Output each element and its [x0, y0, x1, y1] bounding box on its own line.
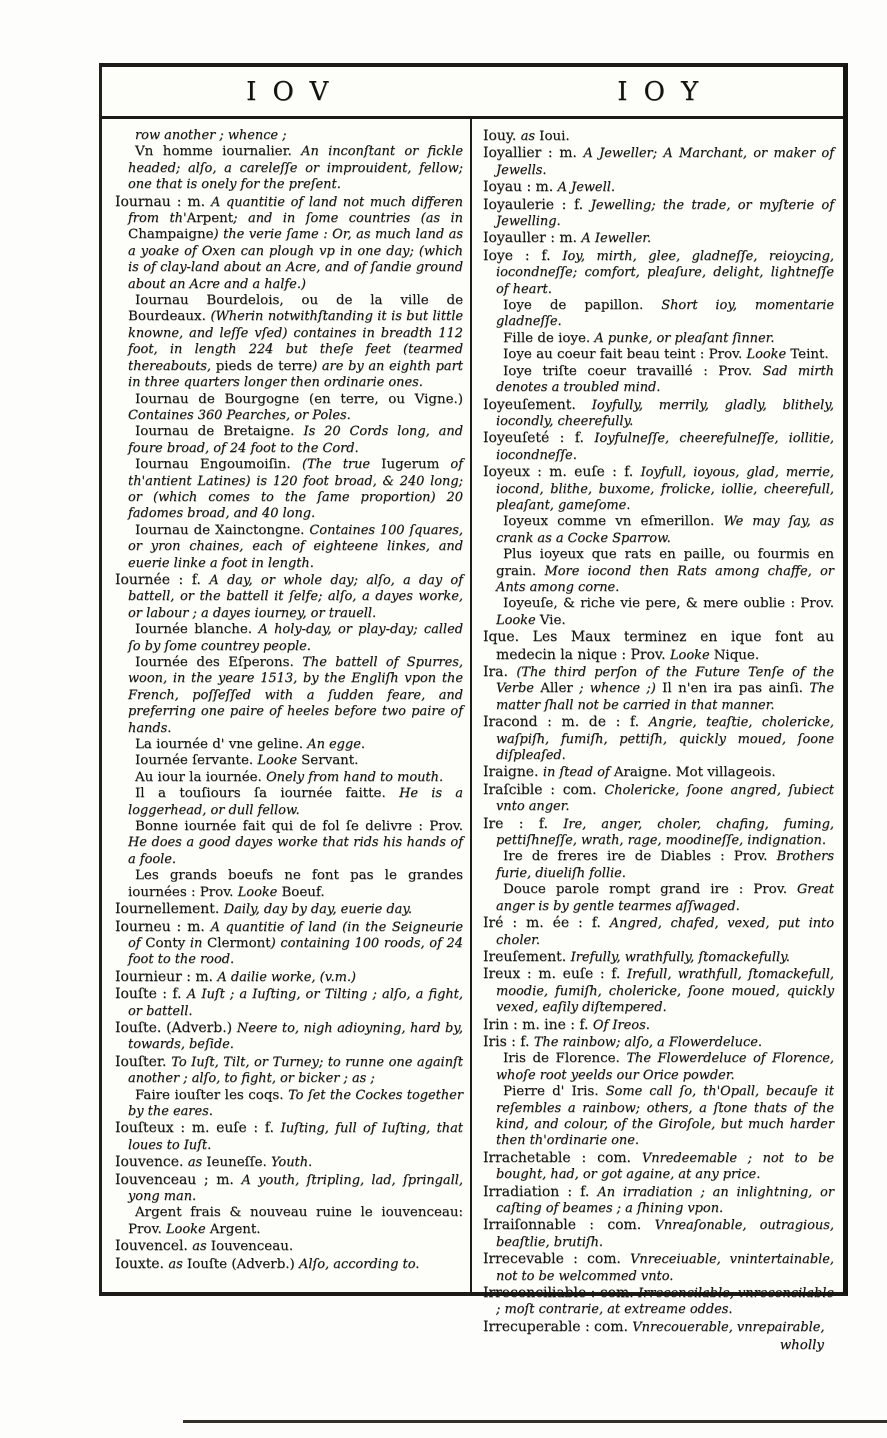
entry-segment: A youth, ſtripling, lad, ſpringall, yong man. [128, 1172, 463, 1204]
entry-segment: A day, or whole day; alſo, a day of battell, or the battell it ſelfe; alſo, a dayes worke, or labour ; a dayes iourney, or trauell. [128, 572, 463, 621]
entry-segment: Ira. [483, 664, 517, 680]
entry-segment: Irrecevable : com. [483, 1251, 631, 1268]
entry-segment: Irin : m. ine : f. [483, 1016, 593, 1033]
entry-segment: ; and in ſome countries (as in [233, 211, 463, 227]
dictionary-entry [115, 424, 463, 457]
guide-word-right: IOY [617, 76, 715, 107]
entry-segment: Irradiation : f. [483, 1183, 598, 1200]
entry-segment: Irefull, wrathfull, ſtomackefull, moodie, fumiſh, cholericke, ſoone moued, quickly vexed, eaſily diſtempered. [496, 967, 834, 1016]
entry-segment: Ioyeuſeté : f. [483, 430, 595, 447]
dictionary-entry [483, 430, 834, 464]
entry-segment: Ioyaulerie : f. [483, 196, 591, 213]
entry-segment: Vnreaſonable, outragious, beaſtlie, brutiſh. [496, 1218, 834, 1250]
entry-segment: Cholericke, ſoone angred, ſubiect vnto anger. [496, 782, 835, 815]
entry-segment: Iouvencel. [115, 1238, 193, 1255]
entry-segment: Youth. [271, 1155, 313, 1171]
entry-segment: Nique. [713, 647, 760, 663]
entry-segment: A dailie worke, (v.m.) [217, 969, 356, 985]
entry-segment: Ire : f. [483, 815, 564, 832]
dictionary-entry [483, 882, 834, 915]
entry-segment: Vn homme iournalier. [135, 144, 302, 160]
dictionary-entry [483, 1251, 834, 1285]
entry-segment: Looke [496, 612, 540, 628]
entry-segment: Ire, anger, choler, chafing, fuming, pettiſhneſſe, wrath, rage, moodineſſe, indignation. [496, 816, 834, 849]
entry-segment: Iournée ſervante. [135, 753, 258, 769]
entry-segment: Teint. [790, 347, 829, 363]
dictionary-entry [115, 786, 463, 819]
dictionary-entry [483, 364, 834, 397]
dictionary-entry [115, 986, 463, 1020]
entry-segment: Ioyfull, ioyous, glad, merrie, iocond, blithe, buxome, frolicke, iollie, cheerefull, pleaſant, gameſome. [496, 465, 834, 513]
dictionary-entry [115, 128, 463, 144]
dictionary-entry [483, 1051, 834, 1084]
entry-segment: Ique. Les Maux terminez en ique font au medecin la nique : Prov. [483, 629, 834, 663]
entry-segment: Ioui. [539, 129, 570, 144]
entry-segment: Iournau Engoumoiſin. [135, 457, 302, 473]
running-head-right-half [473, 77, 844, 107]
entry-segment: Clermont [207, 935, 271, 951]
entry-segment: Aller [540, 681, 573, 697]
entry-segment: Plus ioyeux que rats en paille, ou fourmis en grain. [496, 547, 834, 579]
entry-segment: More iocond then Rats among chaffe, or Ants among corne. [496, 563, 834, 595]
dictionary-entry [483, 1017, 834, 1034]
entry-segment: La iournée d' vne geline. [135, 737, 308, 753]
entry-segment: Iraigne. [483, 764, 543, 781]
entry-segment: An irradiation ; an inlightning, or caſting of beames ; a ſhining vpon. [496, 1184, 835, 1216]
entry-segment: Iournau de Bretaigne. [135, 424, 304, 440]
entry-segment: A quantitie of land not much differen from th' [128, 194, 463, 227]
entry-segment: Fille de ioye. [503, 330, 595, 346]
dictionary-entry [483, 596, 834, 629]
dictionary-entry [483, 547, 834, 596]
entry-segment: Jewelling; the trade, or myſterie of Jewelling. [496, 197, 834, 230]
entry-segment: in [185, 935, 208, 951]
dictionary-entry [483, 128, 834, 145]
entry-segment: ) the verie ſame : Or, as much land as a yoake of Oxen can plough vp in one day; (which is of clay-land about an Acre, and of ſandie ground about an Acre and a halfe.) [128, 227, 463, 292]
entry-segment: Les grands boeufs ne font pas le grandes iournées : Prov. [128, 868, 463, 900]
entry-segment: Irreconcilable, vnreconcilable ; moſt contrarie, at extreame oddes. [496, 1286, 834, 1318]
dictionary-entry [483, 298, 834, 331]
dictionary-entry [115, 770, 463, 786]
entry-segment: Ireux : m. euſe : f. [483, 966, 628, 983]
entry-segment: Iournée : f. [115, 571, 210, 588]
entry-segment: in ſtead of [542, 765, 614, 781]
entry-segment: Iouſte (Adverb.) [186, 1256, 300, 1272]
entry-segment: We may ſay, as crank as a Cocke Sparrow. [496, 514, 835, 546]
entry-segment: ; whence ;) [572, 681, 663, 697]
entry-segment: Ioye au coeur fait beau teint : Prov. [503, 347, 747, 363]
entry-segment: Angred, chafed, vexed, put into choler. [496, 916, 835, 948]
entry-segment: Vnrecouerable, vnrepairable, [632, 1319, 825, 1335]
entry-segment: Is 20 Cords long, and foure broad, of 24 foot to the Cord. [128, 424, 463, 456]
entry-segment: Bonne iournée fait qui de fol ſe delivre : Prov. [135, 819, 463, 835]
entry-segment: pieds de terre [215, 358, 313, 374]
dictionary-entry [483, 966, 834, 1016]
guide-word-left: IOV [246, 76, 345, 107]
dictionary-entry [483, 764, 834, 781]
dictionary-entry [483, 1285, 834, 1319]
dictionary-entry [483, 915, 834, 949]
dictionary-entry [483, 347, 834, 363]
entry-segment: (Wherin notwithſtanding it is but little knowne, and leſſe vſed) containes in breadth 112 foot, in length 224 but theſe feet (tearmed thereabouts, [128, 309, 463, 374]
dictionary-entry [115, 1120, 463, 1154]
dictionary-entry [483, 1150, 834, 1184]
entry-segment: as [520, 129, 540, 144]
dictionary-entry [483, 1217, 834, 1251]
entry-segment: A Ieweller. [581, 231, 652, 247]
catchword: wholly [779, 1338, 824, 1354]
entry-segment: as [192, 1239, 211, 1255]
entry-segment: Iré : m. ée : f. [483, 915, 610, 932]
entry-segment: Looke [165, 1221, 210, 1237]
dictionary-entry [483, 464, 834, 514]
entry-segment: Champaigne [128, 227, 214, 243]
entry-segment: Iournau de Xainctongne. [135, 522, 310, 538]
entry-segment: (The third perſon of the Future Tenſe of the Verbe [496, 665, 834, 697]
entry-segment: Iournée des Eſperons. [135, 655, 303, 670]
entry-segment: Iournée blanche. [135, 622, 259, 638]
dictionary-entry [483, 514, 834, 547]
dictionary-entry [115, 901, 463, 918]
entry-segment: Short ioy, momentarie gladneſſe. [496, 298, 834, 330]
entry-segment: Sad mirth denotes a troubled mind. [496, 363, 834, 396]
entry-segment: Great anger is by gentle tearmes aſſwaged. [496, 882, 834, 914]
dictionary-entry [115, 1256, 463, 1273]
entry-segment: A Jewell. [557, 180, 615, 196]
entry-segment: Iournieur : m. [115, 968, 218, 985]
entry-segment: Iouvence. [115, 1154, 188, 1171]
entry-segment: Daily, day by day, euerie day. [223, 902, 413, 918]
entry-segment: Some call ſo, th'Opall, becauſe it reſembles a rainbow; others, a ſtone thats of the kind, and colour, of the Giroſole, but much harder then th'ordinarie one. [496, 1084, 834, 1149]
entry-segment: Containes 360 Pearches, or Poles. [128, 407, 351, 423]
entry-segment: Looke [237, 884, 282, 900]
page-body [102, 119, 843, 1354]
dictionary-entry [483, 397, 834, 431]
entry-segment: Ioyau : m. [483, 179, 558, 196]
entry-segment: An inconſtant or fickle headed; alſo, a careleſſe or improuident, fellow; one that is onely for the preſent. [128, 144, 463, 193]
entry-segment: ) are by an eighth part in three quarters longer then ordinarie ones. [128, 358, 463, 391]
entry-segment: The matter ſhall not be carried in that manner. [496, 681, 834, 713]
entry-segment: Iourneu : m. [115, 918, 211, 935]
dictionary-entry [115, 919, 463, 969]
entry-segment: Il n'en ira pas ainſi. [662, 681, 810, 697]
entry-segment: Iournellement. [115, 901, 224, 918]
entry-segment: Vie. [539, 612, 566, 628]
entry-segment: Au iour la iournée. [135, 769, 267, 785]
dictionary-entry [115, 655, 463, 737]
dictionary-entry [115, 1205, 463, 1238]
entry-segment: of th'antient Latines) is 120 foot broad, & 240 long; or (which comes to the ſame proportion) 20 fadomes broad, and 40 long. [128, 457, 463, 522]
dictionary-entry [483, 949, 834, 966]
entry-segment: A quantitie of land (in the Seigneurie of [128, 919, 463, 951]
dictionary-entry [483, 1034, 834, 1051]
entry-segment: Iracond : m. de : f. [483, 714, 649, 731]
entry-segment: Onely from hand to mouth. [266, 769, 444, 785]
entry-segment: Looke [746, 347, 791, 363]
dictionary-entry [115, 1020, 463, 1054]
entry-segment: Neere to, nigh adioyning, hard by, towards, beſide. [128, 1020, 463, 1053]
entry-segment: Looke [257, 753, 302, 769]
dictionary-entry [115, 1172, 463, 1206]
entry-segment: Il a touſiours ſa iournée faitte. [135, 786, 400, 802]
entry-segment: Conty [145, 935, 186, 951]
dictionary-entry [115, 753, 463, 769]
entry-segment: Araigne. Mot villageois. [613, 765, 776, 781]
dictionary-entry [115, 868, 463, 901]
entry-segment: Ioyeuſement. [483, 396, 592, 413]
entry-segment: He does a good dayes worke that rids his hands of a foole. [128, 835, 463, 867]
entry-segment: Iouſter. [115, 1053, 172, 1070]
entry-segment: A Jeweller; A Marchant, or maker of Jewells. [496, 146, 834, 178]
dictionary-entry [115, 622, 463, 655]
dictionary-entry [483, 1184, 834, 1218]
entry-segment: Iouſte. (Adverb.) [115, 1019, 237, 1036]
right-column [472, 119, 843, 1354]
entry-segment: Ioye triſte coeur travaillé : Prov. [503, 363, 763, 379]
entry-segment: Argent frais & nouveau ruine le iouvenceau: Prov. [128, 1205, 463, 1237]
entry-segment: Servant. [301, 753, 359, 769]
dictionary-entry [115, 819, 463, 868]
entry-segment: Ioy, mirth, glee, gladneſſe, reioycing, iocondneſſe; comfort, pleaſure, delight, lightneſſe of heart. [496, 248, 834, 297]
entry-segment: A holy-day, or play-day; called ſo by ſome countrey people. [128, 622, 463, 654]
entry-segment: Iournau de Bourgogne (en terre, ou Vigne.) [135, 391, 463, 407]
entry-segment: ) containing 100 roods, of 24 foot to the rood. [128, 935, 464, 968]
entry-segment: Angrie, teaſtie, cholericke, waſpiſh, fumiſh, pettiſh, quickly moued, ſoone diſpleaſed. [496, 715, 834, 764]
left-column [102, 119, 470, 1292]
entry-segment: Ioyeux comme vn eſmerillon. [503, 514, 724, 530]
dictionary-entry [115, 392, 463, 425]
entry-segment: Ioyallier : m. [483, 145, 584, 162]
entry-segment: Irreconciliable : com. [483, 1285, 639, 1302]
entry-segment: Iraſcible : com. [483, 781, 605, 798]
entry-segment: Iouvenceau ; m. [115, 1171, 242, 1188]
entry-segment: The rainbow; alſo, a Flowerdeluce. [533, 1034, 762, 1050]
dictionary-entry [483, 629, 834, 664]
dictionary-entry [483, 1319, 834, 1336]
entry-segment: Douce parole rompt grand ire : Prov. [503, 882, 797, 898]
entry-segment: Iugerum [381, 457, 440, 473]
dictionary-entry [483, 664, 834, 714]
entry-segment: Iris de Florence. [503, 1051, 627, 1067]
dictionary-entry [483, 714, 834, 764]
entry-segment: Ire de freres ire de Diables : Prov. [503, 849, 777, 865]
entry-segment: Containes 100 ſquares, or yron chaines, each of eighteene linkes, and euerie linke a foot in length. [128, 522, 463, 571]
entry-segment: Ireuſement. [483, 948, 571, 965]
dictionary-entry [115, 1154, 463, 1171]
entry-segment: Iournau Bourdelois, ou de la ville de Bourdeaux. [128, 293, 463, 325]
entry-segment: Ioyeuſe, & riche vie pere, & mere oublie : Prov. [503, 596, 834, 612]
entry-segment: Ioyeux : m. euſe : f. [483, 464, 641, 481]
running-head [102, 67, 843, 119]
entry-segment: An egge. [307, 737, 365, 753]
entry-segment: Argent. [209, 1221, 261, 1237]
dictionary-entry [115, 1238, 463, 1255]
entry-segment: Iouſteux : m. euſe : f. [115, 1120, 281, 1137]
entry-segment: Iouxte. [115, 1255, 169, 1272]
dictionary-entry [483, 849, 834, 882]
entry-segment: Iouy. [483, 128, 521, 144]
entry-segment: Ioyfulneſſe, cheerefulneſſe, iollitie, iocondneſſe. [496, 431, 834, 463]
entry-segment: Iuſting, full of Iuſting, that loues to Iuſt. [128, 1121, 463, 1153]
entry-segment: row another ; whence ; [135, 128, 287, 143]
dictionary-entry [115, 737, 463, 753]
dictionary-entry [483, 782, 834, 816]
dictionary-entry [483, 179, 834, 196]
entry-segment: Looke [669, 647, 714, 663]
entry-segment: Of Ireos. [592, 1017, 650, 1033]
entry-segment: A punke, or pleaſant ſinner. [594, 330, 775, 346]
dictionary-entry [115, 1054, 463, 1088]
entry-segment: Vnreceiuable, vnintertainable, not to be welcommed vnto. [496, 1252, 834, 1284]
entry-segment: Faire iouſter les coqs. [135, 1087, 289, 1103]
entry-segment: as [187, 1155, 207, 1171]
entry-segment: The battell of Spurres, woon, in the yeare 1513, by the Engliſh vpon the French, poſſeſſed with a ſudden feare, and preferring one paire of heeles before two paire of hands. [128, 655, 463, 736]
entry-segment: Arpent [186, 211, 234, 227]
dictionary-entry [483, 230, 834, 247]
dictionary-entry [115, 144, 463, 193]
entry-segment: Irrachetable : com. [483, 1149, 642, 1166]
dictionary-entry [483, 1084, 834, 1150]
dictionary-entry [483, 197, 834, 231]
entry-segment: Iournau : m. [115, 193, 211, 210]
entry-segment: Iouſte : f. [115, 986, 187, 1003]
entry-segment: Vnredeemable ; not to be bought, had, or got againe, at any price. [496, 1150, 834, 1183]
entry-segment: To ſet the Cockes together by the eares. [128, 1087, 463, 1119]
entry-segment: Alſo, according to. [299, 1256, 420, 1272]
entry-segment: Ioyauller : m. [483, 230, 582, 247]
running-head-left-half [102, 77, 473, 107]
entry-segment: Ieuneſſe. [206, 1155, 272, 1171]
entry-segment: A Iuſt ; a Iuſting, or Tilting ; alſo, a fight, or battell. [128, 987, 463, 1019]
entry-segment: Ioyfully, merrily, gladly, blithely, iocondly, cheerefully. [496, 397, 834, 429]
dictionary-entry [483, 816, 834, 850]
entry-segment: (The true [301, 457, 382, 473]
entry-segment: Boeuf. [281, 884, 325, 900]
entry-segment: Pierre d' Iris. [503, 1084, 606, 1100]
dictionary-entry [115, 293, 463, 391]
dictionary-entry [115, 523, 463, 572]
entry-segment: Irrecuperable : com. [483, 1318, 633, 1335]
entry-segment: Ioye : f. [483, 247, 563, 264]
entry-segment: Brothers furie, diueliſh follie. [496, 849, 834, 881]
dictionary-entry [483, 248, 834, 298]
dictionary-entry [115, 1088, 463, 1121]
entry-segment: To Iuſt, Tilt, or Turney; to runne one againſt another ; alſo, to fight, or bicker ; as ; [128, 1054, 463, 1087]
page-frame [99, 63, 848, 1354]
entry-segment: Iris : f. [483, 1033, 534, 1050]
next-page-bleed-line [183, 1420, 887, 1423]
dictionary-entry [483, 145, 834, 179]
entry-segment: Irefully, wrathfully, ſtomackefully. [570, 949, 790, 965]
dictionary-entry [115, 572, 463, 622]
entry-segment: He is a loggerhead, or dull fellow. [128, 786, 463, 818]
entry-segment: The Flowerdeluce of Florence, whoſe root yeelds our Orice powder. [496, 1051, 834, 1083]
entry-segment: Ioye de papillon. [503, 298, 662, 314]
dictionary-entry [115, 969, 463, 986]
entry-segment: Irraiſonnable : com. [483, 1217, 655, 1234]
dictionary-entry [115, 457, 463, 523]
entry-segment: Iouvenceau. [210, 1239, 294, 1255]
dictionary-entry [115, 194, 463, 293]
entry-segment: as [168, 1256, 187, 1272]
dictionary-entry [483, 331, 834, 347]
